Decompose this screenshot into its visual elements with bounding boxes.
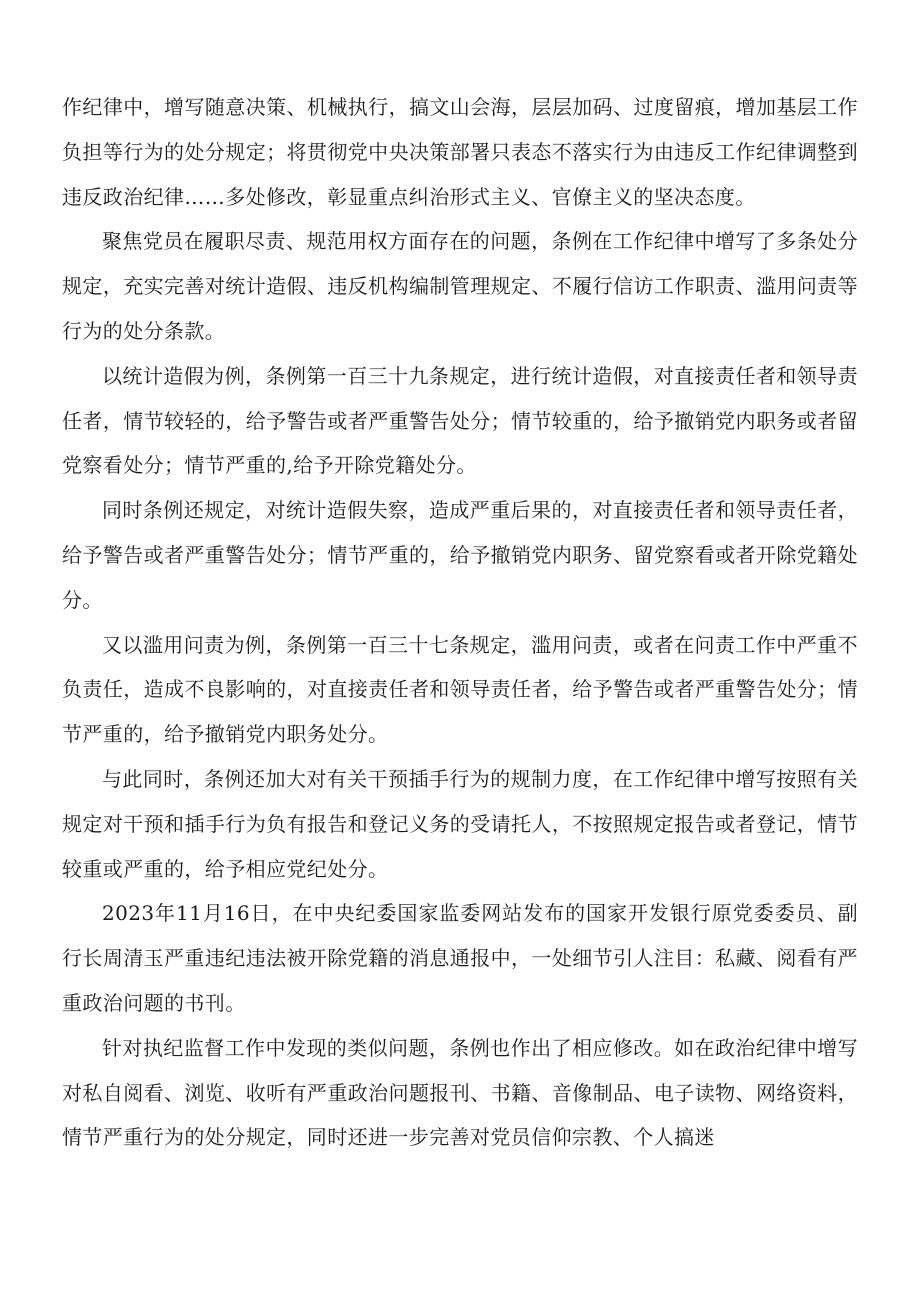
paragraph: 与此同时，条例还加大对有关干预插手行为的规制力度，在工作纪律中增写按照有关规定对干预和插手行为负有报告和登记义务的受请托人，不按照规定报告或者登记，情节较重或严重的，给予相应党纪处分。 [62, 766, 858, 881]
paragraph: 针对执纪监督工作中发现的类似问题，条例也作出了相应修改。如在政治纪律中增写对私自阅看、浏览、收听有严重政治问题报刊、书籍、音像制品、电子读物、网络资料，情节严重行为的处分规定，同时还进一步完善对党员信仰宗教、个人搞迷 [62, 1035, 858, 1150]
paragraph: 聚焦党员在履职尽责、规范用权方面存在的问题，条例在工作纪律中增写了多条处分规定，充实完善对统计造假、违反机构编制管理规定、不履行信访工作职责、滥用问责等行为的处分条款。 [62, 229, 858, 343]
document-body [62, 85, 858, 1160]
paragraph: 以统计造假为例，条例第一百三十九条规定，进行统计造假，对直接责任者和领导责任者，情节较轻的，给予警告或者严重警告处分；情节较重的，给予撤销党内职务或者留党察看处分；情节严重的,给予开除党籍处分。 [62, 363, 858, 478]
paragraph: 又以滥用问责为例，条例第一百三十七条规定，滥用问责，或者在问责工作中严重不负责任，造成不良影响的，对直接责任者和领导责任者，给予警告或者严重警告处分；情节严重的，给予撤销党内职务处分。 [62, 632, 858, 747]
paragraph: 作纪律中，增写随意决策、机械执行，搞文山会海，层层加码、过度留痕，增加基层工作负担等行为的处分规定；将贯彻党中央决策部署只表态不落实行为由违反工作纪律调整到违反政治纪律……多处修改，彰显重点纠治形式主义、官僚主义的坚决态度。 [62, 95, 858, 209]
paragraph: 2023年11月16日，在中央纪委国家监委网站发布的国家开发银行原党委委员、副行长周清玉严重违纪违法被开除党籍的消息通报中，一处细节引人注目：私藏、阅看有严重政治问题的书刊。 [62, 901, 858, 1015]
paragraph: 同时条例还规定，对统计造假失察，造成严重后果的，对直接责任者和领导责任者，给予警告或者严重警告处分；情节严重的，给予撤销党内职务、留党察看或者开除党籍处分。 [62, 498, 858, 612]
